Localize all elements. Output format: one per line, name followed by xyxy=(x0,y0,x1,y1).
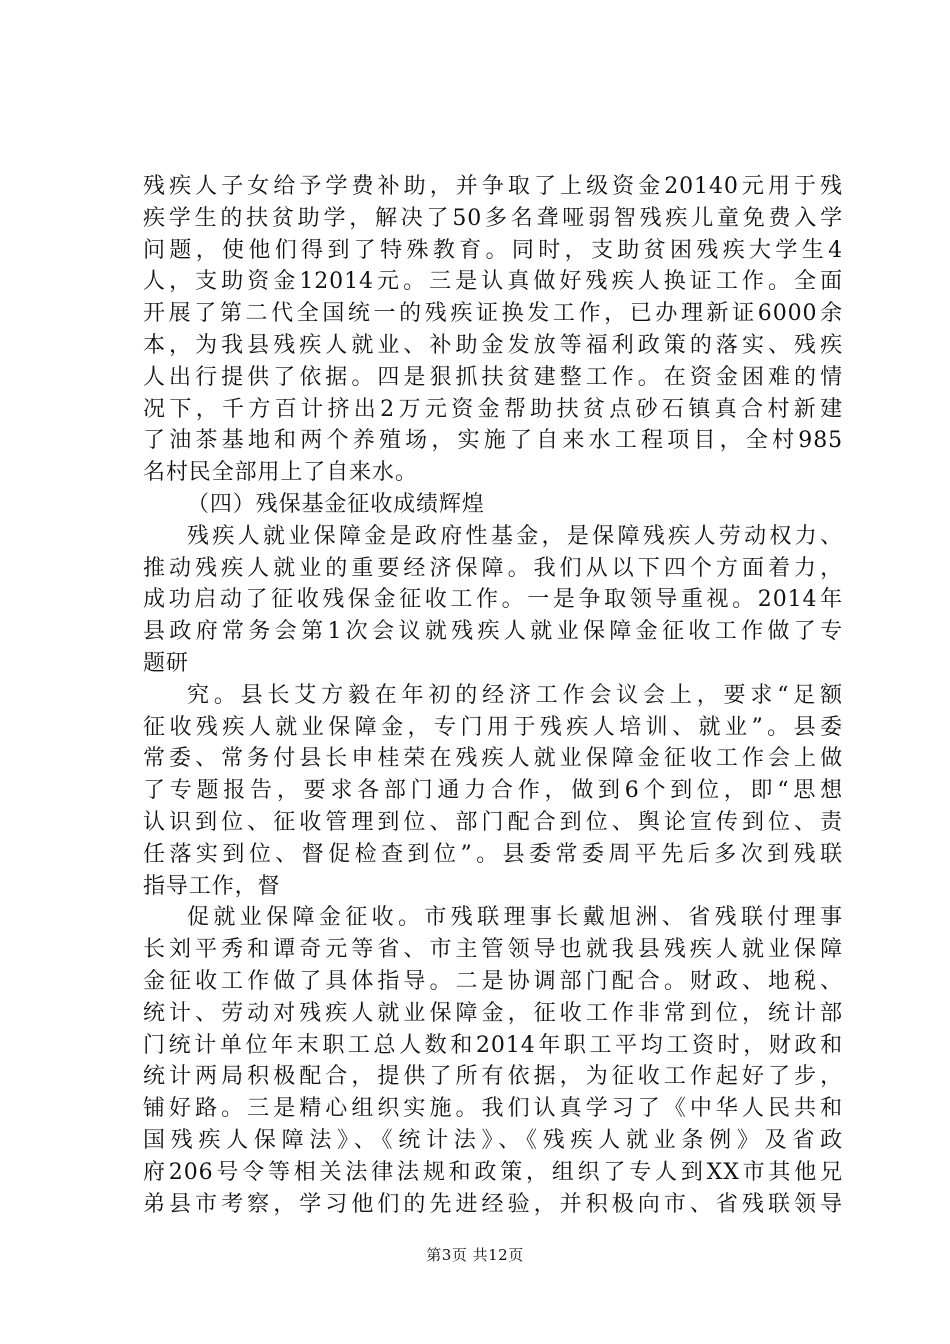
text-line: 疾学生的扶贫助学，解决了50多名聋哑弱智残疾儿童免费入学 xyxy=(143,205,843,231)
text-line: 县政府常务会第1次会议就残疾人就业保障金征收工作做了专 xyxy=(143,619,843,645)
document-body xyxy=(143,171,843,1220)
page-footer: 第3页 共12页 xyxy=(426,1246,524,1264)
text-line: 了专题报告，要求各部门通力合作，做到6个到位，即“思想 xyxy=(143,778,843,804)
text-line: 统计两局积极配合，提供了所有依据，为征收工作起好了步， xyxy=(143,1064,843,1090)
text-line: 人出行提供了依据。四是狠抓扶贫建整工作。在资金困难的情 xyxy=(143,364,843,390)
text-line: 统计、劳动对残疾人就业保障金，征收工作非常到位，统计部 xyxy=(143,1000,843,1026)
text-line: 题研 xyxy=(143,650,189,676)
text-line: 了油茶基地和两个养殖场，实施了自来水工程项目，全村985 xyxy=(143,428,843,454)
text-line: 残疾人子女给予学费补助，并争取了上级资金20140元用于残 xyxy=(143,174,843,199)
text-line: 任落实到位、督促检查到位”。县委常委周平先后多次到残联 xyxy=(143,841,843,867)
text-line: 究。县长艾方毅在年初的经济工作会议会上，要求“足额 xyxy=(187,682,843,708)
text-line: 成功启动了征收残保金征收工作。一是争取领导重视。2014年 xyxy=(143,587,843,613)
text-line: 问题，使他们得到了特殊教育。同时，支助贫困残疾大学生4 xyxy=(143,237,843,263)
text-line: 征收残疾人就业保障金，专门用于残疾人培训、就业”。县委 xyxy=(143,714,843,740)
text-line: 府206号令等相关法律法规和政策，组织了专人到XX市其他兄 xyxy=(143,1159,843,1185)
text-line: 人，支助资金12014元。三是认真做好残疾人换证工作。全面 xyxy=(143,269,843,295)
text-line: 推动残疾人就业的重要经济保障。我们从以下四个方面着力， xyxy=(143,555,843,581)
text-line: 况下，千方百计挤出2万元资金帮助扶贫点砂石镇真合村新建 xyxy=(143,396,843,422)
text-line: 本，为我县残疾人就业、补助金发放等福利政策的落实、残疾 xyxy=(143,332,843,358)
text-line: 残疾人就业保障金是政府性基金，是保障残疾人劳动权力、 xyxy=(187,523,843,549)
text-line: 长刘平秀和谭奇元等省、市主管领导也就我县残疾人就业保障 xyxy=(143,937,843,963)
text-line: 国残疾人保障法》、《统计法》、《残疾人就业条例》及省政 xyxy=(143,1127,843,1153)
text-line: 门统计单位年末职工总人数和2014年职工平均工资时，财政和 xyxy=(143,1032,843,1058)
text-line: 促就业保障金征收。市残联理事长戴旭洲、省残联付理事 xyxy=(187,905,843,931)
text-line: 金征收工作做了具体指导。二是协调部门配合。财政、地税、 xyxy=(143,968,843,994)
text-line: 开展了第二代全国统一的残疾证换发工作，已办理新证6000余 xyxy=(143,301,843,327)
text-line: 指导工作，督 xyxy=(143,873,281,899)
text-line: 铺好路。三是精心组织实施。我们认真学习了《中华人民共和 xyxy=(143,1096,843,1122)
text-line: 弟县市考察，学习他们的先进经验，并积极向市、省残联领导 xyxy=(143,1191,843,1217)
text-line: （四）残保基金征收成绩辉煌 xyxy=(187,491,485,517)
text-line: 常委、常务付县长申桂荣在残疾人就业保障金征收工作会上做 xyxy=(143,746,843,772)
text-line: 名村民全部用上了自来水。 xyxy=(143,460,418,486)
text-line: 认识到位、征收管理到位、部门配合到位、舆论宣传到位、责 xyxy=(143,809,843,835)
